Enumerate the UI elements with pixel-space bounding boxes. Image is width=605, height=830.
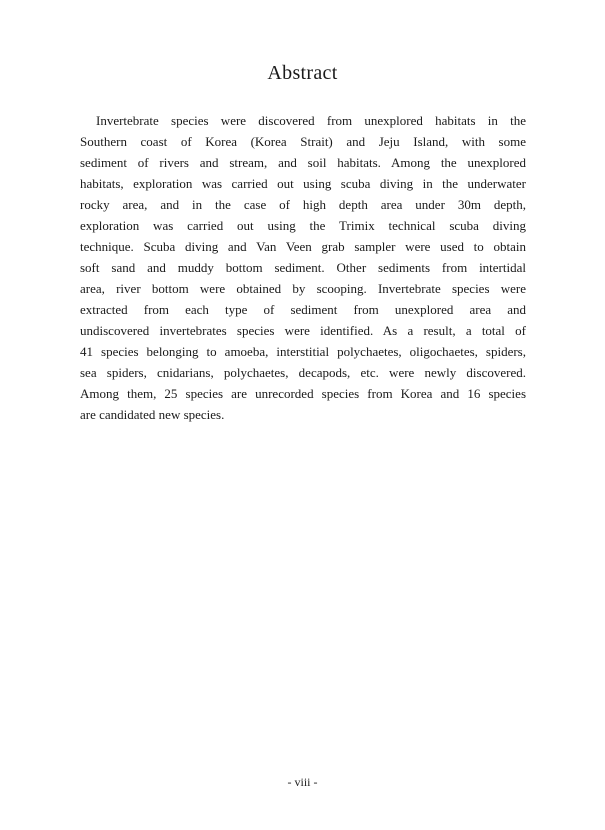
abstract-line: habitats, exploration was carried out using scuba diving in the underwater (80, 176, 526, 191)
abstract-line: extracted from each type of sediment from unexplored area and (80, 302, 526, 317)
abstract-line: exploration was carried out using the Trimix technical scuba diving (80, 218, 526, 233)
page-title: Abstract (267, 62, 338, 84)
abstract-line: Invertebrate species were discovered from unexplored habitats in the (96, 113, 526, 128)
abstract-line: soft sand and muddy bottom sediment. Other sediments from intertidal (80, 260, 526, 275)
abstract-line: sediment of rivers and stream, and soil habitats. Among the unexplored (80, 155, 526, 170)
abstract-line: undiscovered invertebrates species were identified. As a result, a total of (80, 323, 526, 338)
abstract-line: sea spiders, cnidarians, polychaetes, decapods, etc. were newly discovered. (80, 365, 526, 380)
abstract-line: are candidated new species. (80, 407, 225, 422)
abstract-line: Southern coast of Korea (Korea Strait) and Jeju Island, with some (80, 134, 526, 149)
page-number: - viii - (287, 775, 318, 789)
abstract-line: Among them, 25 species are unrecorded species from Korea and 16 species (80, 386, 526, 401)
abstract-paragraph (80, 110, 526, 425)
abstract-line: 41 species belonging to amoeba, interstitial polychaetes, oligochaetes, spiders, (80, 344, 526, 359)
abstract-line: technique. Scuba diving and Van Veen grab sampler were used to obtain (80, 239, 526, 254)
abstract-line: area, river bottom were obtained by scooping. Invertebrate species were (80, 281, 526, 296)
abstract-line: rocky area, and in the case of high depth area under 30m depth, (80, 197, 526, 212)
